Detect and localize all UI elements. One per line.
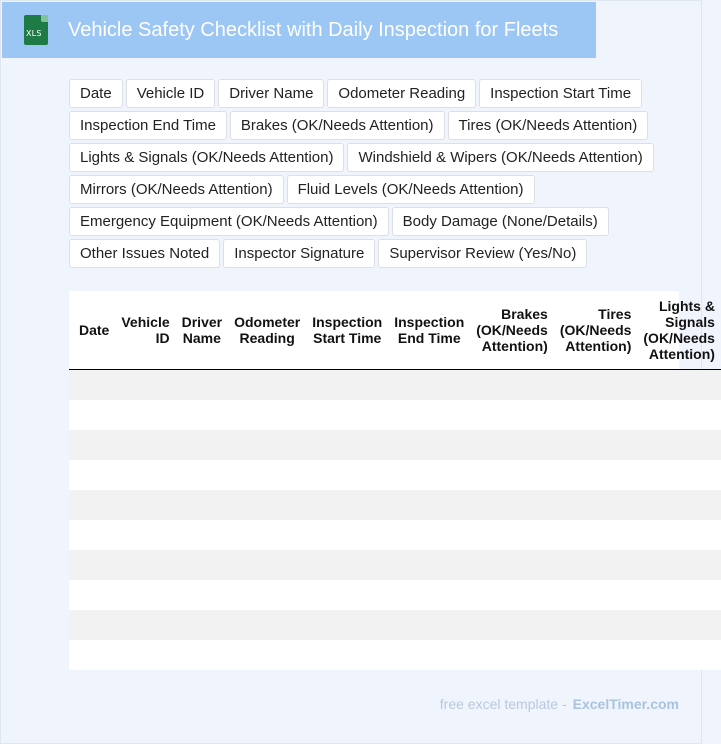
column-header[interactable]: Vehicle ID: [115, 291, 175, 370]
table-cell[interactable]: [554, 460, 638, 490]
table-cell[interactable]: [470, 370, 554, 401]
table-cell[interactable]: [69, 640, 115, 670]
column-header[interactable]: Tires (OK/Needs Attention): [554, 291, 638, 370]
table-cell[interactable]: [637, 400, 721, 430]
table-cell[interactable]: [176, 610, 228, 640]
table-cell[interactable]: [637, 580, 721, 610]
table-cell[interactable]: [470, 550, 554, 580]
field-chip[interactable]: Odometer Reading: [327, 79, 476, 108]
table-cell[interactable]: [388, 640, 470, 670]
table-cell[interactable]: [388, 580, 470, 610]
table-cell[interactable]: [470, 490, 554, 520]
table-cell[interactable]: [306, 550, 388, 580]
field-list: [69, 79, 669, 268]
field-chip[interactable]: Fluid Levels (OK/Needs Attention): [287, 175, 535, 204]
field-chip[interactable]: Windshield & Wipers (OK/Needs Attention): [347, 143, 653, 172]
table-cell[interactable]: [176, 640, 228, 670]
field-chip[interactable]: Inspection End Time: [69, 111, 227, 140]
column-header[interactable]: Driver Name: [176, 291, 228, 370]
table-cell[interactable]: [228, 520, 306, 550]
field-chip[interactable]: Tires (OK/Needs Attention): [448, 111, 649, 140]
table-cell[interactable]: [554, 640, 638, 670]
field-chip[interactable]: Inspection Start Time: [479, 79, 642, 108]
table-cell[interactable]: [470, 610, 554, 640]
table-cell[interactable]: [554, 610, 638, 640]
table-row: [69, 490, 721, 520]
table-cell[interactable]: [554, 490, 638, 520]
table-cell[interactable]: [554, 400, 638, 430]
table-cell[interactable]: [637, 430, 721, 460]
table-cell[interactable]: [637, 520, 721, 550]
table-row: [69, 550, 721, 580]
table-row: [69, 370, 721, 401]
column-header[interactable]: Date: [69, 291, 115, 370]
table-cell[interactable]: [388, 370, 470, 401]
table-cell[interactable]: [306, 460, 388, 490]
field-chip[interactable]: Emergency Equipment (OK/Needs Attention): [69, 207, 389, 236]
table-cell[interactable]: [115, 430, 175, 460]
table-cell[interactable]: [69, 460, 115, 490]
table-row: [69, 610, 721, 640]
footer-brand-link[interactable]: ExcelTimer.com: [572, 696, 679, 712]
checklist-table: [69, 291, 721, 670]
table-row: [69, 430, 721, 460]
table-cell[interactable]: [388, 430, 470, 460]
page-title: Vehicle Safety Checklist with Daily Inspection for Fleets: [68, 18, 559, 41]
table-cell[interactable]: [69, 490, 115, 520]
table-cell[interactable]: [470, 430, 554, 460]
table-cell[interactable]: [115, 580, 175, 610]
table-row: [69, 580, 721, 610]
xls-file-icon: [24, 15, 48, 45]
table-cell[interactable]: [306, 430, 388, 460]
table-cell[interactable]: [554, 580, 638, 610]
column-header[interactable]: Inspection End Time: [388, 291, 470, 370]
table-cell[interactable]: [228, 610, 306, 640]
table-cell[interactable]: [388, 550, 470, 580]
table-cell[interactable]: [470, 400, 554, 430]
table-cell[interactable]: [388, 400, 470, 430]
table-cell[interactable]: [228, 580, 306, 610]
field-chip[interactable]: Lights & Signals (OK/Needs Attention): [69, 143, 344, 172]
field-chip[interactable]: Other Issues Noted: [69, 239, 220, 268]
table-cell[interactable]: [176, 430, 228, 460]
table-row: [69, 640, 721, 670]
table-row: [69, 460, 721, 490]
table-cell[interactable]: [176, 520, 228, 550]
table-cell[interactable]: [69, 580, 115, 610]
table-cell[interactable]: [228, 430, 306, 460]
table-cell[interactable]: [115, 520, 175, 550]
table-cell[interactable]: [69, 520, 115, 550]
field-chip[interactable]: Date: [69, 79, 123, 108]
field-chip[interactable]: Inspector Signature: [223, 239, 375, 268]
table-cell[interactable]: [637, 640, 721, 670]
column-header[interactable]: Odometer Reading: [228, 291, 306, 370]
column-header[interactable]: Brakes (OK/Needs Attention): [470, 291, 554, 370]
table-cell[interactable]: [228, 550, 306, 580]
table-cell[interactable]: [115, 460, 175, 490]
table-cell[interactable]: [176, 490, 228, 520]
field-chip[interactable]: Vehicle ID: [126, 79, 216, 108]
table-cell[interactable]: [306, 490, 388, 520]
table-cell[interactable]: [176, 370, 228, 401]
table-cell[interactable]: [69, 610, 115, 640]
table-cell[interactable]: [554, 550, 638, 580]
header-banner: [2, 2, 596, 58]
table-cell[interactable]: [306, 370, 388, 401]
table-cell[interactable]: [306, 520, 388, 550]
table-cell[interactable]: [554, 370, 638, 401]
table-cell[interactable]: [554, 520, 638, 550]
footer-text: free excel template -: [439, 696, 567, 712]
table-cell[interactable]: [228, 490, 306, 520]
table-header-row: [69, 291, 721, 370]
column-header[interactable]: Lights & Signals (OK/Needs Attention): [637, 291, 721, 370]
table-cell[interactable]: [115, 370, 175, 401]
table-cell[interactable]: [69, 550, 115, 580]
xls-icon-label: XLS: [26, 29, 42, 38]
table-cell[interactable]: [228, 370, 306, 401]
table-cell[interactable]: [176, 400, 228, 430]
table-cell[interactable]: [228, 640, 306, 670]
column-header[interactable]: Inspection Start Time: [306, 291, 388, 370]
table-cell[interactable]: [176, 460, 228, 490]
field-chip[interactable]: Body Damage (None/Details): [392, 207, 609, 236]
table-cell[interactable]: [115, 550, 175, 580]
table-cell[interactable]: [115, 640, 175, 670]
table-cell[interactable]: [69, 370, 115, 401]
table-cell[interactable]: [470, 640, 554, 670]
table-cell[interactable]: [388, 610, 470, 640]
table-cell[interactable]: [388, 520, 470, 550]
table-cell[interactable]: [306, 580, 388, 610]
table-cell[interactable]: [470, 580, 554, 610]
field-chip[interactable]: Mirrors (OK/Needs Attention): [69, 175, 284, 204]
table-row: [69, 400, 721, 430]
table-cell[interactable]: [306, 400, 388, 430]
field-chip[interactable]: Driver Name: [218, 79, 324, 108]
field-chip[interactable]: Supervisor Review (Yes/No): [378, 239, 587, 268]
table-cell[interactable]: [554, 430, 638, 460]
table-cell[interactable]: [470, 520, 554, 550]
table-cell[interactable]: [228, 460, 306, 490]
table-cell[interactable]: [637, 460, 721, 490]
checklist-table-container[interactable]: [69, 291, 715, 670]
table-cell[interactable]: [176, 580, 228, 610]
footer-credit: [440, 696, 679, 712]
table-body: [69, 370, 721, 671]
table-cell[interactable]: [306, 640, 388, 670]
table-cell[interactable]: [637, 610, 721, 640]
table-cell[interactable]: [637, 490, 721, 520]
table-cell[interactable]: [306, 610, 388, 640]
table-cell[interactable]: [637, 370, 721, 401]
table-cell[interactable]: [228, 400, 306, 430]
table-cell[interactable]: [388, 460, 470, 490]
table-cell[interactable]: [637, 550, 721, 580]
table-cell[interactable]: [388, 490, 470, 520]
table-cell[interactable]: [115, 400, 175, 430]
table-cell[interactable]: [470, 460, 554, 490]
table-cell[interactable]: [115, 610, 175, 640]
table-cell[interactable]: [176, 550, 228, 580]
table-cell[interactable]: [115, 490, 175, 520]
table-cell[interactable]: [69, 430, 115, 460]
table-cell[interactable]: [69, 400, 115, 430]
field-chip[interactable]: Brakes (OK/Needs Attention): [230, 111, 445, 140]
table-row: [69, 520, 721, 550]
